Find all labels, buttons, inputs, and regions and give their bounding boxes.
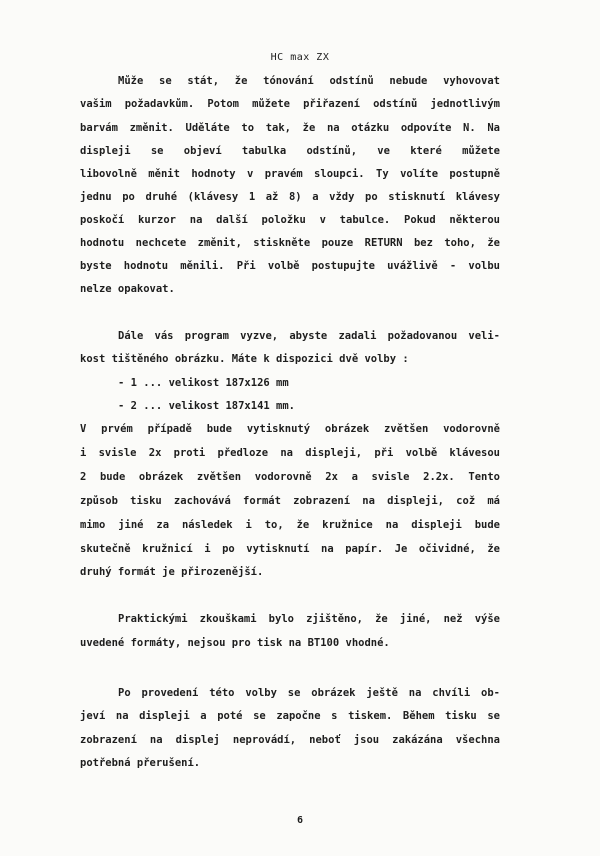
text-line: skutečně kružnicí i po vytisknutí na papír. Je očividné, že bbox=[80, 543, 500, 555]
text-line: vašim požadavkům. Potom můžete přiřazení odstínů jednotlivým bbox=[80, 98, 500, 110]
list-item: - 2 ... velikost 187x141 mm. bbox=[118, 400, 296, 412]
text-line: Po provedení této volby se obrázek ještě na chvíli ob- bbox=[118, 687, 500, 699]
text-line: byste hodnotu měnili. Při volbě postupujte uvážlivě - volbu bbox=[80, 260, 500, 272]
text-line: uvedené formáty, nejsou pro tisk na BT100 vhodné. bbox=[80, 637, 390, 649]
text-line: jednu po druhé (klávesy 1 až 8) a vždy po stisknutí klávesy bbox=[80, 191, 500, 203]
running-header: HC max ZX bbox=[270, 52, 330, 63]
text-line: Dále vás program vyzve, abyste zadali požadovanou veli- bbox=[118, 330, 500, 342]
text-line: druhý formát je přirozenější. bbox=[80, 566, 264, 578]
text-line: 2 bude obrázek zvětšen vodorovně 2x a svisle 2.2x. Tento bbox=[80, 471, 500, 483]
text-line: jeví na displeji a poté se započne s tiskem. Během tisku se bbox=[80, 710, 500, 722]
text-line: poskočí kurzor na další položku v tabulce. Pokud některou bbox=[80, 214, 500, 226]
text-line: zobrazení na displej neprovádí, neboť jsou zakázána všechna bbox=[80, 734, 500, 746]
text-line: Praktickými zkouškami bylo zjištěno, že jiné, než výše bbox=[118, 613, 500, 625]
text-line: i svisle 2x proti předloze na displeji, při volbě klávesou bbox=[80, 447, 500, 459]
text-line: barvám změnit. Uděláte to tak, že na otázku odpovíte N. Na bbox=[80, 122, 500, 134]
text-line: V prvém případě bude vytisknutý obrázek zvětšen vodorovně bbox=[80, 423, 500, 435]
text-line: způsob tisku zachovává formát zobrazení na displeji, což má bbox=[80, 495, 500, 507]
text-line: displeji se objeví tabulka odstínů, ve které můžete bbox=[80, 145, 500, 157]
text-line: kost tištěného obrázku. Máte k dispozici dvě volby : bbox=[80, 353, 409, 365]
text-line: nelze opakovat. bbox=[80, 283, 175, 295]
text-line: Může se stát, že tónování odstínů nebude vyhovovat bbox=[118, 75, 500, 87]
text-line: mimo jiné za následek i to, že kružnice na displeji bude bbox=[80, 519, 500, 531]
text-line: potřebná přerušení. bbox=[80, 757, 201, 769]
page-number: 6 bbox=[296, 815, 304, 826]
text-line: libovolně měnit hodnoty v pravém sloupci. Ty volíte postupně bbox=[80, 168, 500, 180]
list-item: - 1 ... velikost 187x126 mm bbox=[118, 377, 289, 389]
text-line: hodnotu nechcete změnit, stiskněte pouze RETURN bez toho, že bbox=[80, 237, 500, 249]
